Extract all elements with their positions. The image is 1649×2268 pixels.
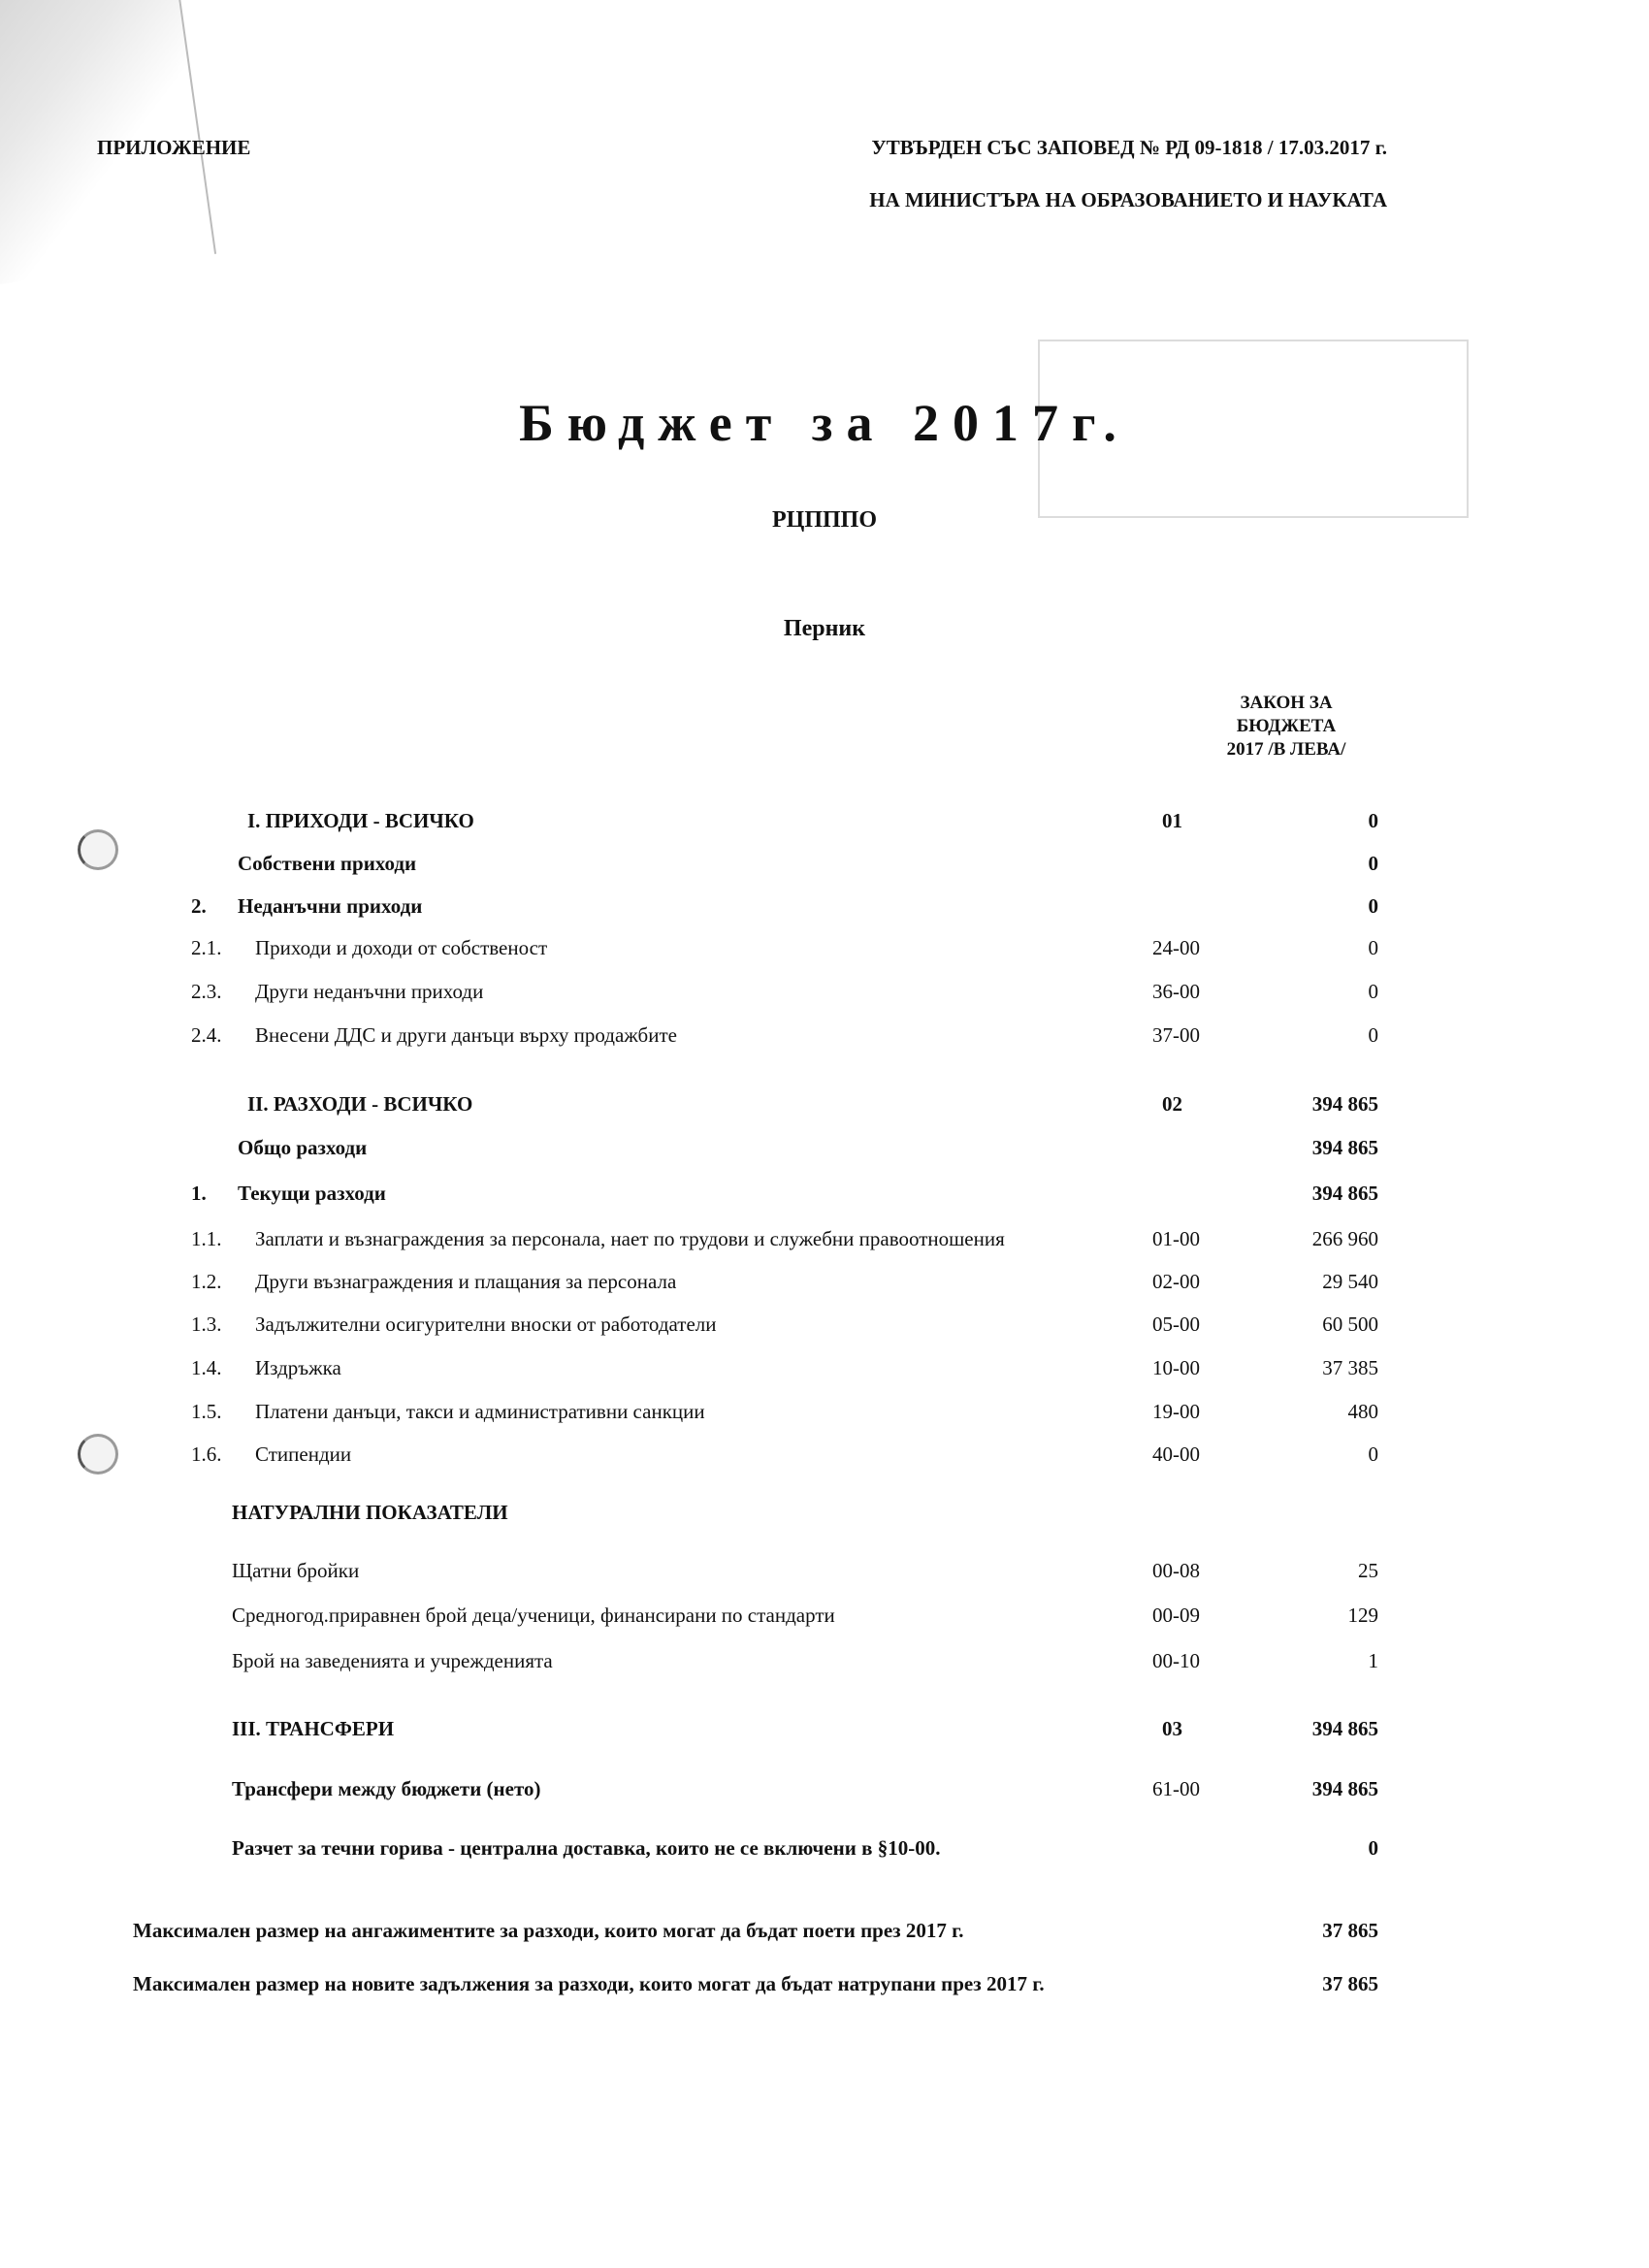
row-code: 00-10 bbox=[1152, 1649, 1200, 1672]
row-code: 40-00 bbox=[1152, 1442, 1200, 1466]
budget-row bbox=[0, 894, 1649, 923]
fuel-label: Разчет за течни горива - централна доставка, които не се включени в §10-00. bbox=[232, 1836, 941, 1860]
row-label: Други неданъчни приходи bbox=[255, 980, 484, 1003]
row-code: 02-00 bbox=[1152, 1270, 1200, 1293]
row-value: 0 bbox=[1368, 980, 1378, 1003]
row-code: 37-00 bbox=[1152, 1023, 1200, 1047]
row-label: Собствени приходи bbox=[238, 852, 417, 875]
fuel-value: 0 bbox=[1368, 1836, 1378, 1860]
row-label: Платени данъци, такси и административни санкции bbox=[255, 1400, 705, 1423]
max-obligations-label: Максимален размер на новите задължения за разходи, които могат да бъдат натрупани през 2017 г. bbox=[133, 1972, 1045, 1995]
net-transfers-row bbox=[0, 1777, 1649, 1806]
row-code: 19-00 bbox=[1152, 1400, 1200, 1423]
row-code: 24-00 bbox=[1152, 936, 1200, 959]
budget-row bbox=[0, 1356, 1649, 1385]
row-number: 1.2. bbox=[191, 1270, 222, 1293]
document-title: Бюджет за 2017г. bbox=[519, 394, 1130, 452]
row-number: 2.3. bbox=[191, 980, 222, 1003]
net-transfers-value: 394 865 bbox=[1311, 1777, 1378, 1800]
row-value: 1 bbox=[1368, 1649, 1378, 1672]
row-value: 0 bbox=[1368, 936, 1378, 959]
row-label: Заплати и възнаграждения за персонала, нает по трудови и служебни правоотношения bbox=[255, 1227, 1005, 1250]
row-value: 60 500 bbox=[1322, 1312, 1378, 1336]
row-label: Издръжка bbox=[255, 1356, 341, 1379]
row-value: 0 bbox=[1368, 1023, 1378, 1047]
max-obligations-row bbox=[133, 1972, 1384, 2001]
row-number: 1. bbox=[191, 1182, 207, 1205]
row-label: Задължителни осигурителни вноски от работодатели bbox=[255, 1312, 717, 1336]
budget-row bbox=[0, 1023, 1649, 1053]
row-code: 01 bbox=[1162, 809, 1182, 832]
transfers-code: 03 bbox=[1162, 1717, 1182, 1740]
row-number: 2. bbox=[191, 894, 207, 918]
row-code: 02 bbox=[1162, 1092, 1182, 1116]
row-value: 129 bbox=[1347, 1604, 1378, 1627]
row-code: 00-08 bbox=[1152, 1559, 1200, 1582]
transfers-row bbox=[0, 1717, 1649, 1746]
budget-row bbox=[0, 1092, 1649, 1121]
natural-indicator-row bbox=[0, 1604, 1649, 1633]
row-value: 0 bbox=[1368, 809, 1378, 832]
budget-row bbox=[0, 1312, 1649, 1342]
row-value: 394 865 bbox=[1311, 1092, 1378, 1116]
transfers-value: 394 865 bbox=[1311, 1717, 1378, 1740]
row-value: 0 bbox=[1368, 852, 1378, 875]
row-number: 1.3. bbox=[191, 1312, 222, 1336]
budget-row bbox=[0, 936, 1649, 965]
city-name: Перник bbox=[783, 616, 866, 641]
row-value: 266 960 bbox=[1311, 1227, 1378, 1250]
row-value: 394 865 bbox=[1311, 1136, 1378, 1159]
row-value: 0 bbox=[1368, 1442, 1378, 1466]
net-transfers-label: Трансфери между бюджети (нето) bbox=[232, 1777, 541, 1800]
appendix-label: ПРИЛОЖЕНИЕ bbox=[97, 136, 251, 159]
row-label: Щатни бройки bbox=[232, 1559, 360, 1582]
natural-indicator-row bbox=[0, 1649, 1649, 1678]
budget-row bbox=[0, 1442, 1649, 1472]
row-label: Общо разходи bbox=[238, 1136, 368, 1159]
row-label: Неданъчни приходи bbox=[238, 894, 423, 918]
ministry-line: НА МИНИСТЪРА НА ОБРАЗОВАНИЕТО И НАУКАТА bbox=[869, 188, 1387, 211]
row-code: 01-00 bbox=[1152, 1227, 1200, 1250]
row-value: 480 bbox=[1347, 1400, 1378, 1423]
budget-row bbox=[0, 980, 1649, 1009]
row-value: 29 540 bbox=[1322, 1270, 1378, 1293]
row-label: Приходи и доходи от собственост bbox=[255, 936, 548, 959]
row-number: 1.1. bbox=[191, 1227, 222, 1250]
row-code: 10-00 bbox=[1152, 1356, 1200, 1379]
row-value: 394 865 bbox=[1311, 1182, 1378, 1205]
row-value: 0 bbox=[1368, 894, 1378, 918]
row-value: 37 385 bbox=[1322, 1356, 1378, 1379]
budget-row bbox=[0, 1400, 1649, 1429]
budget-row bbox=[0, 1182, 1649, 1211]
row-label: Стипендии bbox=[255, 1442, 352, 1466]
row-number: 2.1. bbox=[191, 936, 222, 959]
approval-line: УТВЪРДЕН СЪС ЗАПОВЕД № РД 09-1818 / 17.03.2017 г. bbox=[871, 136, 1387, 159]
budget-row bbox=[0, 1136, 1649, 1165]
row-label: Брой на заведенията и учрежденията bbox=[232, 1649, 553, 1672]
row-label: Други възнаграждения и плащания за персонала bbox=[255, 1270, 677, 1293]
organization-name: РЦПППО bbox=[772, 507, 877, 533]
natural-indicators-heading: НАТУРАЛНИ ПОКАЗАТЕЛИ bbox=[232, 1501, 508, 1524]
budget-row bbox=[0, 809, 1649, 838]
natural-indicator-row bbox=[0, 1559, 1649, 1588]
row-label: II. РАЗХОДИ - ВСИЧКО bbox=[247, 1092, 473, 1116]
transfers-heading: III. ТРАНСФЕРИ bbox=[232, 1717, 395, 1740]
budget-row bbox=[0, 1227, 1649, 1256]
fuel-row bbox=[0, 1836, 1649, 1865]
row-number: 2.4. bbox=[191, 1023, 222, 1047]
budget-row bbox=[0, 852, 1649, 881]
max-commitments-label: Максимален размер на ангажиментите за разходи, които могат да бъдат поети през 2017 г. bbox=[133, 1919, 964, 1942]
row-number: 1.4. bbox=[191, 1356, 222, 1379]
max-commitments-value: 37 865 bbox=[1322, 1919, 1378, 1942]
row-label: Внесени ДДС и други данъци върху продажбите bbox=[255, 1023, 677, 1047]
row-code: 36-00 bbox=[1152, 980, 1200, 1003]
net-transfers-code: 61-00 bbox=[1152, 1777, 1200, 1800]
row-number: 1.6. bbox=[191, 1442, 222, 1466]
row-label: Средногод.приравнен брой деца/ученици, финансирани по стандарти bbox=[232, 1604, 835, 1627]
row-number: 1.5. bbox=[191, 1400, 222, 1423]
row-label: I. ПРИХОДИ - ВСИЧКО bbox=[247, 809, 474, 832]
row-code: 00-09 bbox=[1152, 1604, 1200, 1627]
budget-row bbox=[0, 1270, 1649, 1299]
max-obligations-value: 37 865 bbox=[1322, 1972, 1378, 1995]
row-value: 25 bbox=[1358, 1559, 1378, 1582]
row-code: 05-00 bbox=[1152, 1312, 1200, 1336]
budget-column-header: ЗАКОН ЗА БЮДЖЕТА 2017 /В ЛЕВА/ bbox=[1226, 693, 1346, 760]
max-commitments-row bbox=[133, 1919, 1384, 1948]
row-label: Текущи разходи bbox=[238, 1182, 386, 1205]
